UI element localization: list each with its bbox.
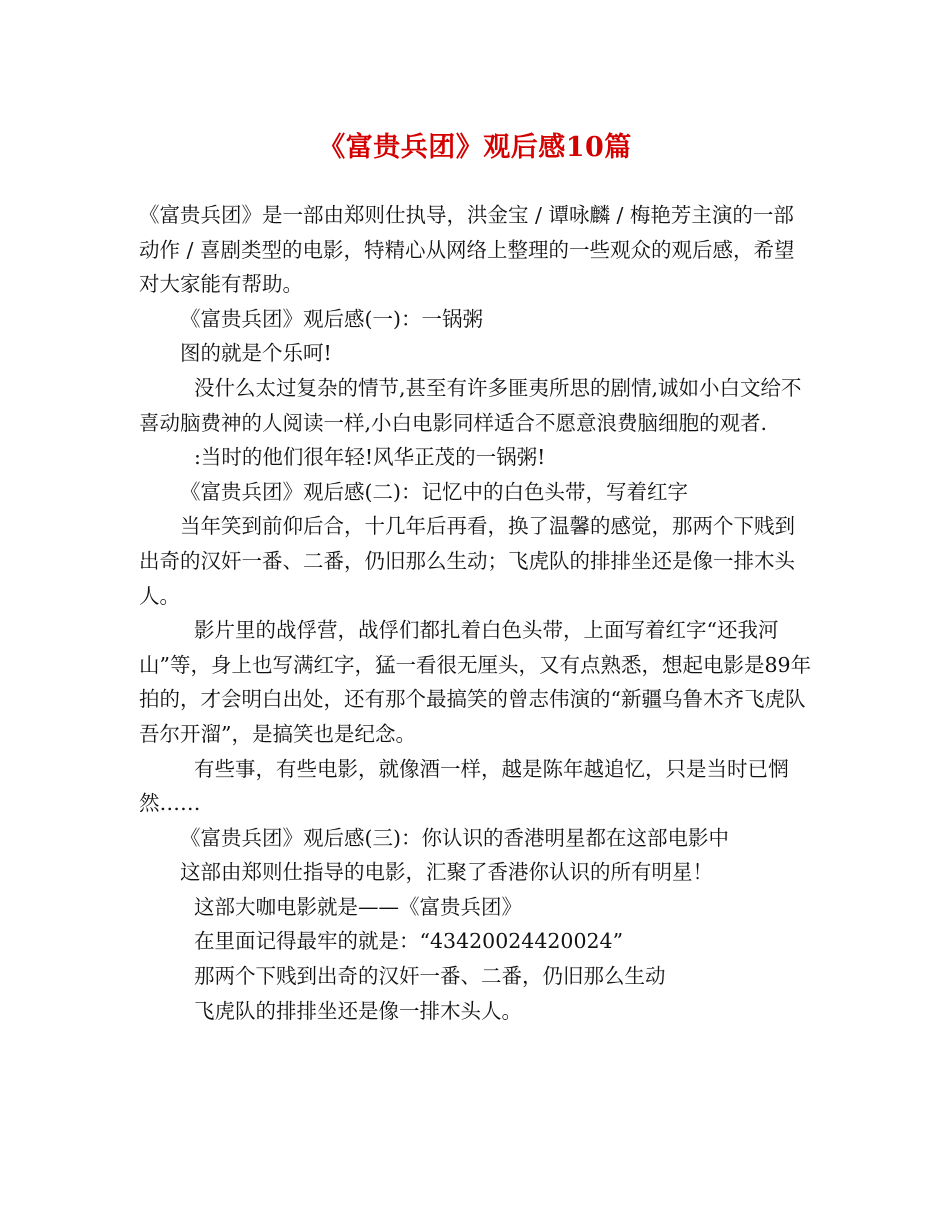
intro-paragraph: 《富贵兵团》是一部由郑则仕执导，洪金宝 / 谭咏麟 / 梅艳芳主演的一部动作 / 喜剧类型的电影，特精心从网络上整理的一些观众的观后感，希望对大家能有帮助。	[139, 203, 795, 297]
body-line: 飞虎队的排排坐还是像一排木头人。	[194, 998, 522, 1023]
body-line: 那两个下贱到出奇的汉奸一番、二番，仍旧那么生动	[194, 964, 666, 989]
body-line: 这部大咖电影就是——《富贵兵团》	[194, 894, 522, 919]
body-line: 在里面记得最牢的就是：“43420024420024”	[194, 929, 624, 954]
body-paragraph: 有些事，有些电影，就像酒一样，越是陈年越追忆，只是当时已惘然……	[139, 756, 789, 816]
body-paragraph: 当年笑到前仰后合，十几年后再看，换了温馨的感觉，那两个下贱到出奇的汉奸一番、二番，仍旧那么生动；飞虎队的排排坐还是像一排木头人。	[139, 514, 795, 608]
body-line: 图的就是个乐呵!	[180, 341, 332, 366]
section-heading-2: 《富贵兵团》观后感(二)：记忆中的白色头带，写着红字	[180, 479, 688, 504]
document-title: 《富贵兵团》观后感10篇	[318, 132, 632, 163]
document-body	[139, 198, 814, 1028]
section-heading-3: 《富贵兵团》观后感(三)：你认识的香港明星都在这部电影中	[180, 825, 729, 850]
body-line: 这部由郑则仕指导的电影，汇聚了香港你认识的所有明星！	[180, 860, 713, 885]
body-line: :当时的他们很年轻!风华正茂的一锅粥!	[194, 445, 546, 470]
body-paragraph: 影片里的战俘营，战俘们都扎着白色头带，上面写着红字“还我河山”等，身上也写满红字，猛一看很无厘头，又有点熟悉，想起电影是89年拍的，才会明白出处，还有那个最搞笑的曾志伟演的“新疆乌鲁木齐飞虎队 吾尔开溜”，是搞笑也是纪念。	[139, 618, 812, 746]
body-paragraph: 没什么太过复杂的情节,甚至有许多匪夷所思的剧情,诚如小白文给不喜动脑费神的人阅读一样,小白电影同样适合不愿意浪费脑细胞的观者.	[139, 375, 802, 435]
section-heading-1: 《富贵兵团》观后感(一)：一锅粥	[180, 306, 483, 331]
